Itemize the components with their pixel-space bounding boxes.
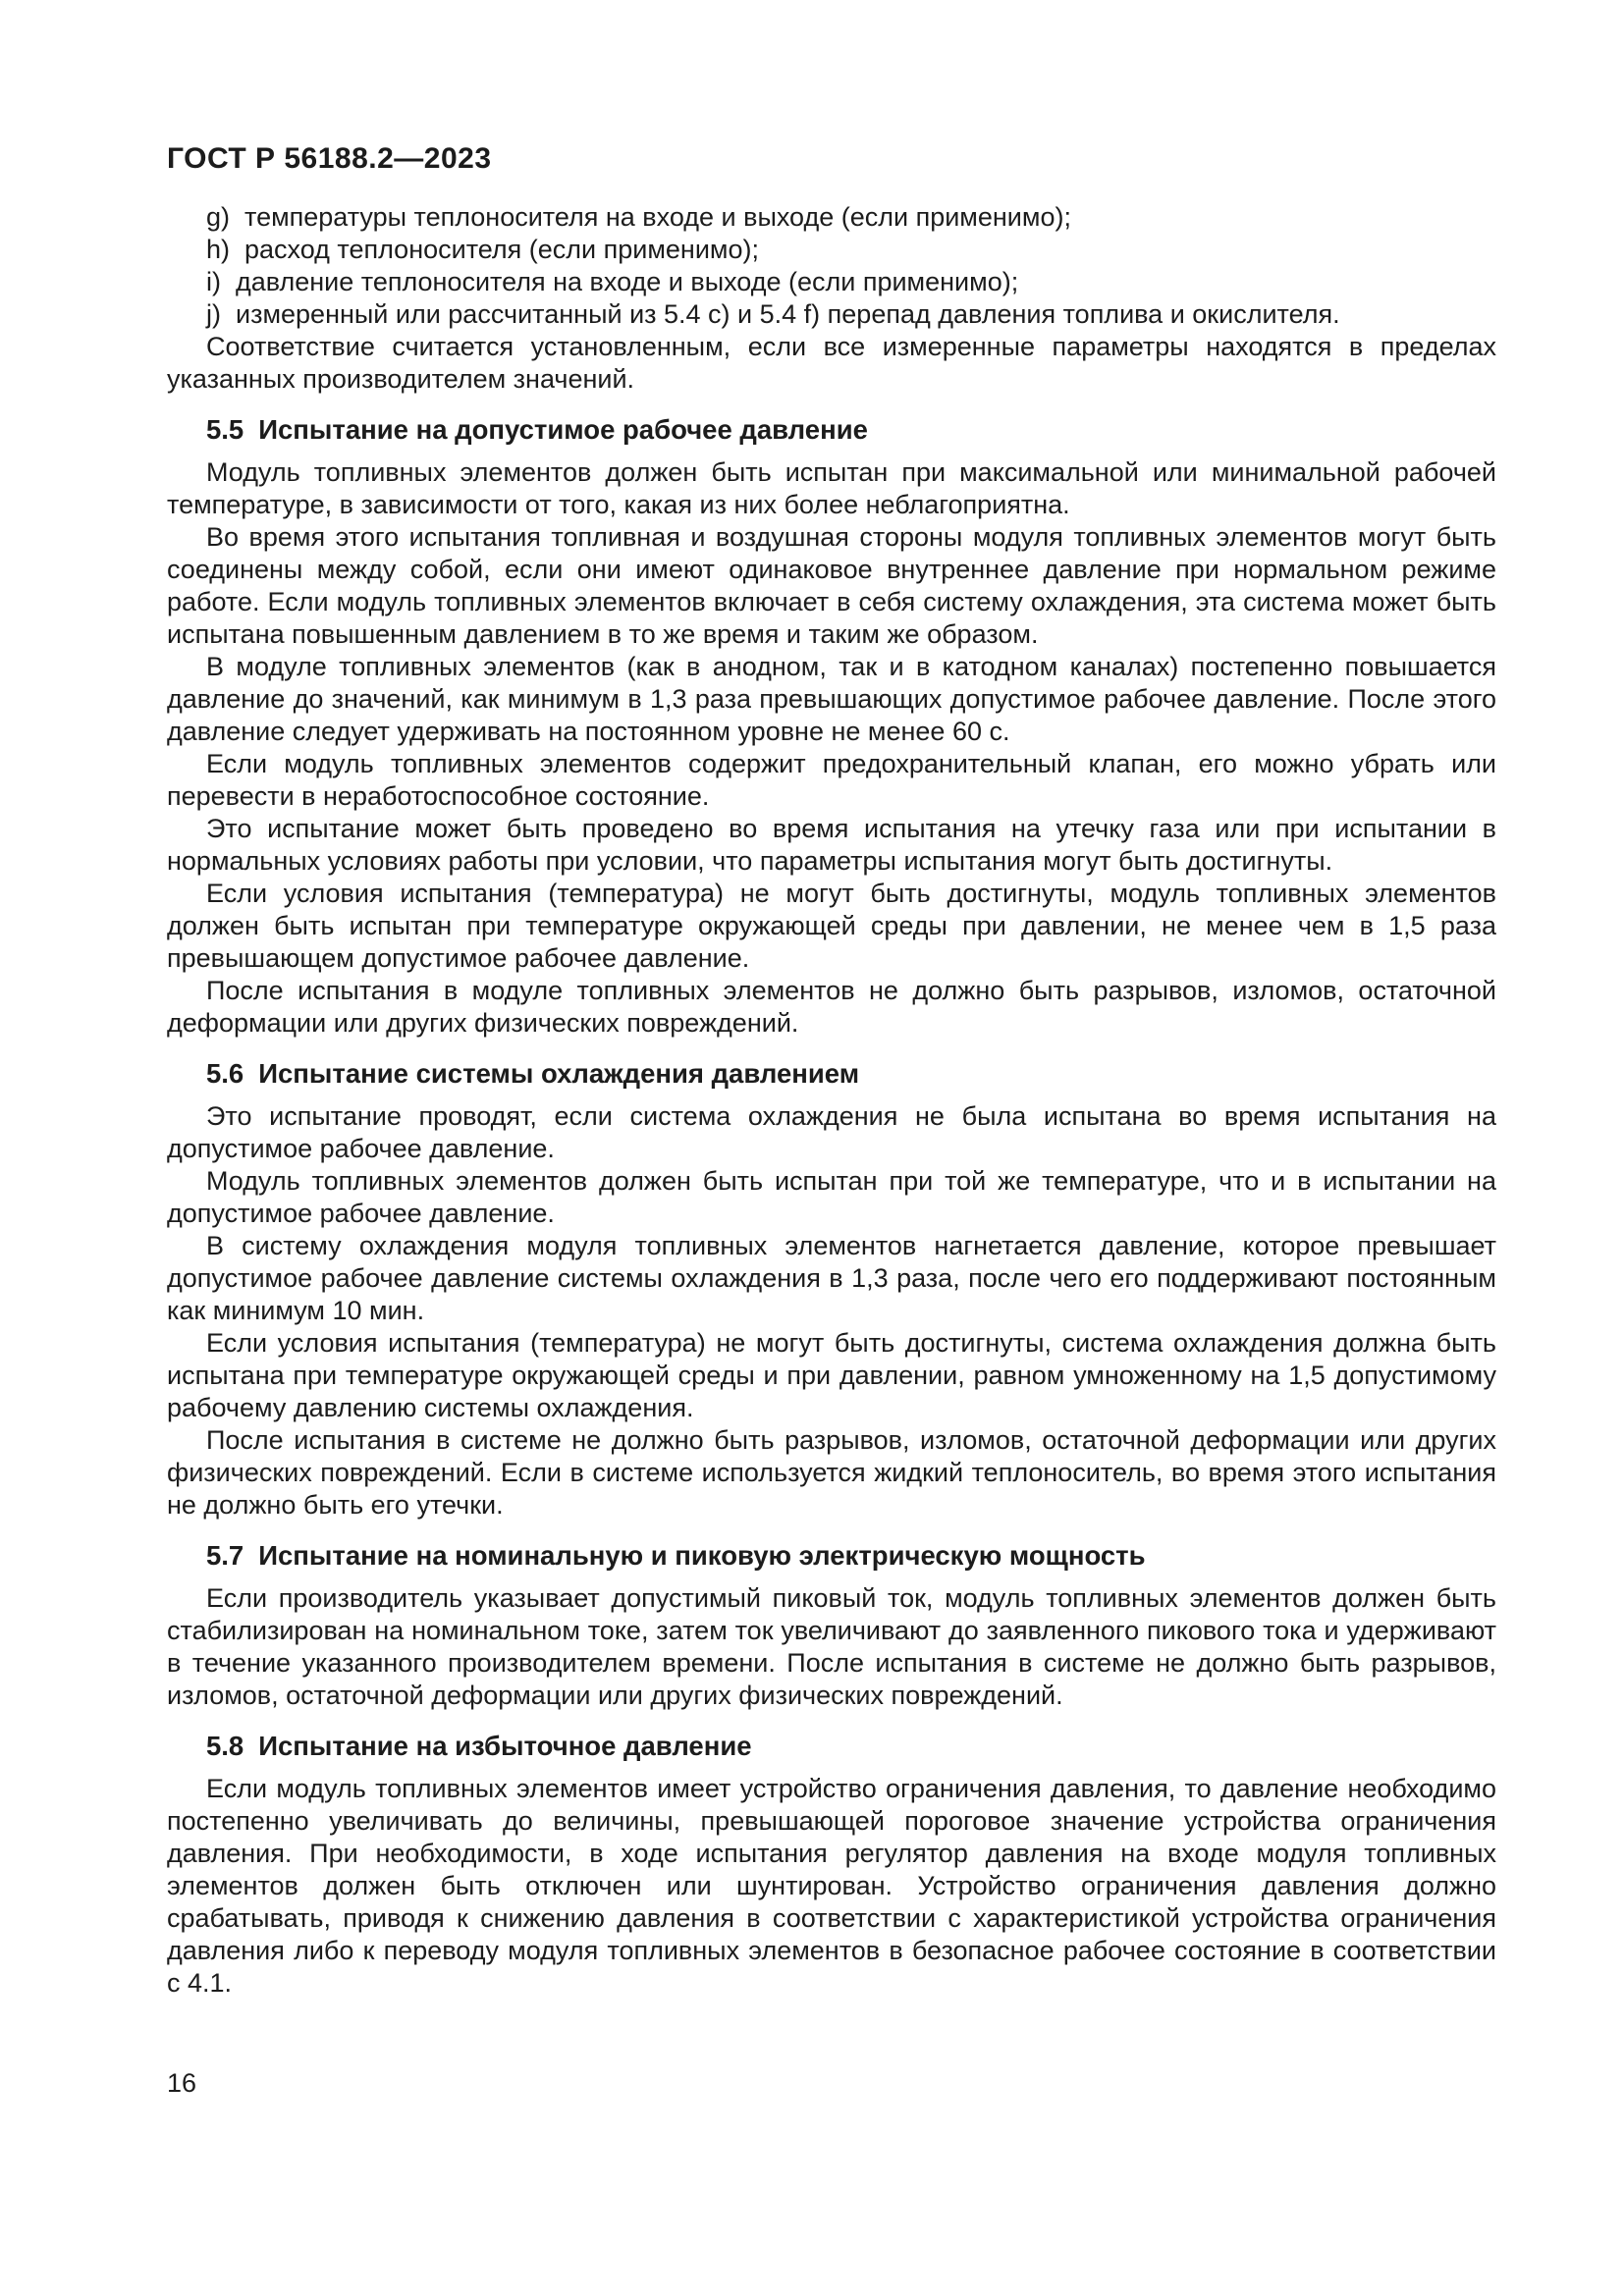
document-header: [167, 142, 1496, 175]
paragraph: После испытания в системе не должно быть разрывов, изломов, остаточной деформации или других физических повреждений. Если в системе используется жидкий теплоноситель, во время этого испытания не должно быть его утечки.: [167, 1425, 1496, 1520]
paragraph: Если условия испытания (температура) не могут быть достигнуты, модуль топливных элементов должен быть испытан при температуре окружающей среды при давлении, не менее чем в 1,5 раза превышающем допустимое рабочее давление.: [167, 879, 1496, 973]
paragraph: После испытания в модуле топливных элементов не должно быть разрывов, изломов, остаточной деформации или других физических повреждений.: [167, 976, 1496, 1038]
section-title: Испытание на допустимое рабочее давление: [258, 414, 868, 445]
list-item-g: g) температуры теплоносителя на входе и выходе (если применимо);: [206, 202, 1071, 232]
list-item-j: j) измеренный или рассчитанный из 5.4 c) и 5.4 f) перепад давления топлива и окислителя.: [206, 299, 1340, 329]
paragraph: Соответствие считается установленным, если все измеренные параметры находятся в пределах указанных производителем значений.: [167, 332, 1496, 394]
paragraph: Если производитель указывает допустимый пиковый ток, модуль топливных элементов должен быть стабилизирован на номинальном токе, затем ток увеличивают до заявленного пикового тока и удерживают в течение указанного производителем времени. После испытания в системе не должно быть разрывов, изломов, остаточной деформации или других физических повреждений.: [167, 1583, 1496, 1710]
paragraph: Модуль топливных элементов должен быть испытан при максимальной или минимальной рабочей температуре, в зависимости от того, какая из них более неблагоприятна.: [167, 457, 1496, 519]
section-heading-5-6: [167, 1057, 1496, 1090]
section-title: Испытание системы охлаждения давлением: [258, 1058, 860, 1089]
section-title: Испытание на номинальную и пиковую электрическую мощность: [258, 1540, 1146, 1571]
section-heading-5-8: [167, 1730, 1496, 1762]
section-heading-5-7: [167, 1539, 1496, 1572]
section-heading-5-5: [167, 413, 1496, 446]
paragraph: В систему охлаждения модуля топливных элементов нагнетается давление, которое превышает допустимое рабочее давление системы охлаждения в 1,3 раза, после чего его поддерживают постоянным как минимум 10 мин.: [167, 1231, 1496, 1325]
paragraph: Модуль топливных элементов должен быть испытан при той же температуре, что и в испытании на допустимое рабочее давление.: [167, 1166, 1496, 1228]
section-number: 5.7: [206, 1540, 244, 1571]
paragraph: Это испытание может быть проведено во время испытания на утечку газа или при испытании в нормальных условиях работы при условии, что параметры испытания могут быть достигнуты.: [167, 814, 1496, 876]
section-number: 5.5: [206, 414, 244, 445]
section-title: Испытание на избыточное давление: [258, 1731, 752, 1761]
paragraph: Во время этого испытания топливная и воздушная стороны модуля топливных элементов могут быть соединены между собой, если они имеют одинаковое внутреннее давление при нормальном режиме работе. Если модуль топливных элементов включает в себя систему охлаждения, эта система может быть испытана повышенным давлением в то же время и таким же образом.: [167, 522, 1496, 649]
page-number: 16: [167, 2068, 197, 2098]
paragraph: Если модуль топливных элементов содержит предохранительный клапан, его можно убрать или перевести в неработоспособное состояние.: [167, 749, 1496, 811]
paragraph: В модуле топливных элементов (как в анодном, так и в катодном каналах) постепенно повышается давление до значений, как минимум в 1,3 раза превышающих допустимое рабочее давление. После этого давление следует удерживать на постоянном уровне не менее 60 с.: [167, 652, 1496, 746]
section-number: 5.6: [206, 1058, 244, 1089]
section-number: 5.8: [206, 1731, 244, 1761]
paragraph: Если условия испытания (температура) не могут быть достигнуты, система охлаждения должна быть испытана при температуре окружающей среды и при давлении, равном умноженному на 1,5 допустимому рабочему давлению системы охлаждения.: [167, 1328, 1496, 1422]
paragraph: Это испытание проводят, если система охлаждения не была испытана во время испытания на допустимое рабочее давление.: [167, 1101, 1496, 1163]
paragraph: Если модуль топливных элементов имеет устройство ограничения давления, то давление необходимо постепенно увеличивать до величины, превышающей пороговое значение устройства ограничения давления. При необходимости, в ходе испытания регулятор давления на входе модуля топливных элементов должен быть отключен или шунтирован. Устройство ограничения давления должно срабатывать, приводя к снижению давления в соответствии с характеристикой устройства ограничения давления либо к переводу модуля топливных элементов в безопасное рабочее состояние в соответствии с 4.1.: [167, 1774, 1496, 1998]
document-body: [167, 201, 1496, 2000]
doc-number: ГОСТ Р 56188.2—2023: [167, 142, 492, 175]
list-item-h: h) расход теплоносителя (если применимо);: [206, 235, 759, 264]
list-item-i: i) давление теплоносителя на входе и выходе (если применимо);: [206, 267, 1019, 296]
